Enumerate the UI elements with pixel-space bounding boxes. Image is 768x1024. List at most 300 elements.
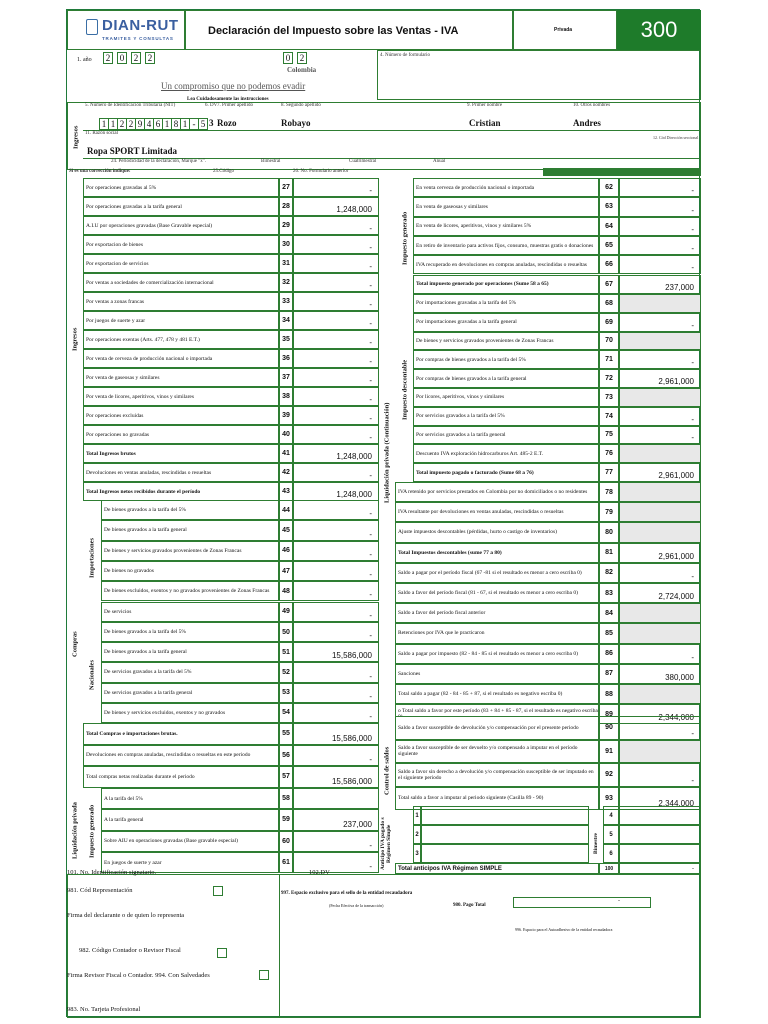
row-label: Sanciones xyxy=(395,664,599,684)
digit-box[interactable]: 2 xyxy=(297,52,307,64)
row-value[interactable]: - xyxy=(293,273,379,292)
digit-box[interactable]: 5 xyxy=(198,118,208,130)
slogan: Un compromiso que no podemos evadir xyxy=(161,81,306,91)
bimestre-value[interactable] xyxy=(619,806,701,825)
row-number: 89 xyxy=(599,704,619,724)
razon-value[interactable]: Ropa SPORT Limitada xyxy=(87,146,178,156)
row-value[interactable]: 15,586,000 xyxy=(293,723,379,745)
row-value[interactable] xyxy=(619,522,701,542)
row-number: 41 xyxy=(279,444,293,463)
row-number: 42 xyxy=(279,463,293,482)
row-number: 45 xyxy=(279,520,293,540)
anticipo-number: 2 xyxy=(413,825,421,844)
row-number: 85 xyxy=(599,623,619,643)
row-label: Saldo a favor del período fiscal (81 - 67, si el resultado es menor a cero escriba 0) xyxy=(395,583,599,603)
row-label: En venta cerveza de producción nacional o importada xyxy=(413,178,599,197)
row-value[interactable]: - xyxy=(619,217,701,236)
logo-box xyxy=(67,10,185,50)
row-value[interactable] xyxy=(619,482,701,502)
row-value[interactable]: - xyxy=(293,368,379,387)
row-number: 27 xyxy=(279,178,293,197)
espacio-sello-label: 997. Espacio exclusivo para el sello de la entidad recaudadora xyxy=(281,891,413,896)
bimestre-number: 5 xyxy=(603,825,619,844)
digit-box[interactable]: 6 xyxy=(153,118,163,130)
row-number: 90 xyxy=(599,716,619,740)
row-number: 76 xyxy=(599,444,619,463)
row-value[interactable]: 2,961,000 xyxy=(619,543,701,563)
row-value[interactable]: - xyxy=(293,541,379,561)
digit-box[interactable]: 2 xyxy=(126,118,136,130)
row-label: Descuento IVA exploración hidrocarburos Art. 485-2 E.T. xyxy=(413,444,599,463)
row-label: De bienes gravados a la tarifa del 5% xyxy=(101,500,279,520)
row-label: Por ventas a zonas francas xyxy=(83,292,279,311)
ap1-value[interactable]: Rozo xyxy=(217,118,237,128)
row-label: Total Ingresos brutos xyxy=(83,444,279,463)
row-value[interactable]: - xyxy=(619,644,701,664)
green-bar xyxy=(543,168,701,176)
digit-box[interactable]: 9 xyxy=(135,118,145,130)
logo-sub: TRAMITES Y CONSULTAS xyxy=(102,36,174,41)
row-value[interactable] xyxy=(619,332,701,351)
page-title: Declaración del Impuesto sobre las Ventas - IVA xyxy=(208,25,459,37)
row-number: 61 xyxy=(279,852,293,873)
row-number: 37 xyxy=(279,368,293,387)
row-value[interactable]: - xyxy=(293,602,379,622)
row-label: Retenciones por IVA que le practicaron xyxy=(395,623,599,643)
row-value[interactable]: - xyxy=(293,500,379,520)
n2-value[interactable]: Andres xyxy=(573,118,601,128)
row-value[interactable]: 1,248,000 xyxy=(293,444,379,463)
row-number: 84 xyxy=(599,603,619,623)
row-label: Por importaciones gravadas a la tarifa general xyxy=(413,313,599,332)
row-label: De servicios xyxy=(101,602,279,622)
anticipo-number: 1 xyxy=(413,806,421,825)
row-number: 63 xyxy=(599,197,619,216)
dv-label: 6. DV xyxy=(205,103,218,108)
row-number: 64 xyxy=(599,217,619,236)
row-value[interactable]: 1,248,000 xyxy=(293,197,379,216)
row-number: 39 xyxy=(279,406,293,425)
pago-total-label: 980. Pago Total xyxy=(453,903,486,908)
logo-main: DIAN-RUT xyxy=(102,17,179,34)
nit-label: 5. Número de Identificación Tributaria (NIT) xyxy=(85,103,176,108)
row-number: 67 xyxy=(599,275,619,294)
row-number: 40 xyxy=(279,425,293,444)
row-number: 65 xyxy=(599,236,619,255)
row-value[interactable]: - xyxy=(619,407,701,426)
row-value[interactable] xyxy=(619,740,701,764)
anticipo-total-label: Total anticipos IVA Régimen SIMPLE xyxy=(395,863,599,874)
row-value[interactable]: - xyxy=(293,463,379,482)
row-number: 33 xyxy=(279,292,293,311)
razon-label: 11. Razón social xyxy=(85,131,119,136)
row-number: 46 xyxy=(279,541,293,561)
firma-revisor-label[interactable]: Firma Revisor Fiscal o Contador. 994. Con Salvedades xyxy=(67,972,210,979)
row-label: De bienes gravados a la tarifa general xyxy=(101,642,279,662)
row-label: o Total saldo a favor por este período (83 + 84 + 85 - 87, si el resultado es negativo escriba xyxy=(395,704,599,724)
row-number: 53 xyxy=(279,683,293,703)
row-label: Total Impuestos descontables (sume 77 a 80) xyxy=(395,543,599,563)
bimestre-value[interactable] xyxy=(619,825,701,844)
row-number: 28 xyxy=(279,197,293,216)
row-label: De bienes excluidos, exentos y no gravados provenientes de Zonas Francas xyxy=(101,581,279,601)
impuesto-descontable-label: Impuesto descontable xyxy=(401,359,409,421)
row-number: 92 xyxy=(599,763,619,787)
dv-value[interactable]: 3 xyxy=(209,118,214,128)
row-value[interactable]: 237,000 xyxy=(619,275,701,294)
row-value[interactable]: - xyxy=(619,716,701,740)
row-number: 77 xyxy=(599,463,619,482)
row-value[interactable]: 15,586,000 xyxy=(293,766,379,788)
row-value[interactable]: - xyxy=(293,216,379,235)
row-label: Por importaciones gravadas a la tarifa del 5% xyxy=(413,294,599,313)
periodicidad-label: 24. Periodicidad de la declaración, Marque "x". xyxy=(111,159,207,164)
ap2-label: 8. Segundo apellido xyxy=(281,103,321,108)
row-number: 57 xyxy=(279,766,293,788)
anticipo-value[interactable] xyxy=(421,806,589,825)
row-label: De bienes gravados a la tarifa del 5% xyxy=(101,622,279,642)
row-label: Saldo a favor del período fiscal anterior xyxy=(395,603,599,623)
row-label: De bienes y servicios gravados provenientes de Zonas Francas xyxy=(101,541,279,561)
row-value[interactable]: - xyxy=(293,349,379,368)
row-label: Por compras de bienes gravados a la tarifa del 5% xyxy=(413,350,599,369)
row-label: Total saldo a pagar (82 - 84 - 85 + 87, si el resultado es negativo escriba 0) xyxy=(395,684,599,704)
digit-box[interactable]: 1 xyxy=(162,118,172,130)
row-value[interactable]: 2,344,000 xyxy=(619,704,701,724)
row-label: De bienes gravados a la tarifa general xyxy=(101,520,279,540)
row-number: 91 xyxy=(599,740,619,764)
row-label: En juegos de suerte y azar xyxy=(101,852,279,873)
row-number: 38 xyxy=(279,387,293,406)
row-value[interactable]: - xyxy=(293,520,379,540)
row-label: Devoluciones en compras anuladas, rescindidas o resueltas en este periodo xyxy=(83,745,279,767)
row-value[interactable]: - xyxy=(293,311,379,330)
anticipo-label: Anticipo IVA pagado s Régimen Simple xyxy=(380,817,392,871)
row-value[interactable] xyxy=(619,603,701,623)
pago-total-input[interactable]: - xyxy=(513,897,651,908)
row-value[interactable]: - xyxy=(293,178,379,197)
digit-box[interactable]: 1 xyxy=(99,118,109,130)
cuatrimestral[interactable]: Cuatrimestral xyxy=(349,159,377,164)
row-number: 36 xyxy=(279,349,293,368)
row-number: 48 xyxy=(279,581,293,601)
row-number: 32 xyxy=(279,273,293,292)
digit-box[interactable]: 2 xyxy=(103,52,113,64)
row-label: Saldo a pagar por impuesto (82 - 84 - 85 si el resultado es menor a cero escriba 0) xyxy=(395,644,599,664)
row-label: Por operaciones excluidas xyxy=(83,406,279,425)
row-number: 71 xyxy=(599,350,619,369)
row-label: En venta de gaseosas y similares xyxy=(413,197,599,216)
row-label: Por exportacion de bienes xyxy=(83,235,279,254)
footer-divider xyxy=(279,874,280,1018)
row-label: Total Ingresos netos recibidos durante el período xyxy=(83,482,279,501)
ingresos-label: Ingresos xyxy=(71,327,79,351)
row-label: Sobre AIU en operaciones gravadas (Base gravable especial) xyxy=(101,831,279,852)
fecha-label: (Fecha Efectiva de la transacción) xyxy=(329,903,384,908)
row-value[interactable] xyxy=(619,623,701,643)
row-label: De bienes y servicios gravados provenientes de Zonas Francas xyxy=(413,332,599,351)
row-value[interactable]: - xyxy=(619,178,701,197)
row-value[interactable]: 237,000 xyxy=(293,809,379,830)
bimestre-label: Bimestre xyxy=(593,833,599,855)
row-value[interactable]: - xyxy=(619,350,701,369)
row-label: IVA resultante por devoluciones en ventas anuladas, rescindidas o resueltas xyxy=(395,502,599,522)
digit-box[interactable]: 0 xyxy=(117,52,127,64)
row-number: 29 xyxy=(279,216,293,235)
row-label: Por ventas a sociedades de comercialización internacional xyxy=(83,273,279,292)
dv-sig-label: 102.DV xyxy=(309,869,330,876)
row-number: 79 xyxy=(599,502,619,522)
row-number: 68 xyxy=(599,294,619,313)
title-box xyxy=(185,10,513,50)
row-number: 86 xyxy=(599,644,619,664)
row-number: 72 xyxy=(599,369,619,388)
row-value[interactable]: 2,724,000 xyxy=(619,583,701,603)
row-value[interactable]: - xyxy=(293,831,379,852)
row-label: A la tarifa del 5% xyxy=(101,788,279,809)
form-number: 300 xyxy=(617,10,701,50)
firma-declarante[interactable]: Firma del declarante o de quien lo representa xyxy=(67,912,185,919)
row-value[interactable] xyxy=(619,444,701,463)
row-label: En venta de licores, aperitivos, vinos y similares 5% xyxy=(413,217,599,236)
liq-continuacion-label: Liquidación privada (Continuación) xyxy=(383,402,391,504)
row-label: Por operaciones gravadas a la tarifa general xyxy=(83,197,279,216)
row-value[interactable] xyxy=(619,294,701,313)
document-icon xyxy=(86,19,98,35)
liq-privada-label: Liquidación privada xyxy=(71,802,79,860)
year-label: 1. año xyxy=(77,57,92,63)
row-label: Por juegos de suerte y azar xyxy=(83,311,279,330)
row-number: 93 xyxy=(599,787,619,811)
anticipo-total-value[interactable]: - xyxy=(619,863,701,874)
row-value[interactable]: - xyxy=(619,236,701,255)
digit-box[interactable]: 2 xyxy=(145,52,155,64)
bimestral[interactable]: Bimestral xyxy=(261,159,281,164)
row-label: Ajuste impuestos descontables (pérdidas, hurto o castigo de inventarios) xyxy=(395,522,599,542)
country: Colombia xyxy=(287,66,317,74)
form-no-label: 4. Número de formulario xyxy=(380,53,430,58)
row-label: A la tarifa general xyxy=(101,809,279,830)
nit-sig-label: 101. No. Identificación signatario. xyxy=(67,869,157,876)
row-number: 87 xyxy=(599,664,619,684)
anticipo-value[interactable] xyxy=(421,844,589,863)
row-number: 56 xyxy=(279,745,293,767)
row-label: Por servicios gravados a la tarifa del 5% xyxy=(413,407,599,426)
row-number: 43 xyxy=(279,482,293,501)
row-value[interactable]: - xyxy=(293,254,379,273)
cod-contador-label: 982. Código Contador o Revisor Fiscal xyxy=(79,947,181,954)
row-number: 58 xyxy=(279,788,293,809)
row-value[interactable]: - xyxy=(293,852,379,873)
privada-box xyxy=(513,10,617,50)
control-saldos-label: Control de saldos xyxy=(383,746,391,796)
digit-box[interactable]: 1 xyxy=(180,118,190,130)
row-value[interactable]: - xyxy=(293,425,379,444)
digit-box[interactable]: 2 xyxy=(131,52,141,64)
row-label: IVA retenido por servicios prestados en Colombia por no domiciliados o no residentes xyxy=(395,482,599,502)
row-number: 73 xyxy=(599,388,619,407)
row-number: 35 xyxy=(279,330,293,349)
row-value[interactable] xyxy=(619,388,701,407)
row-label: Por venta de gaseosas y similares xyxy=(83,368,279,387)
digit-box[interactable]: - xyxy=(189,118,199,130)
row-value[interactable]: 15,586,000 xyxy=(293,642,379,662)
row-label: Total saldo a favor a imputar al periodo siguiente (Casilla 89 - 90) xyxy=(395,787,599,811)
row-number: 74 xyxy=(599,407,619,426)
row-number: 66 xyxy=(599,255,619,274)
bimestre-value[interactable] xyxy=(619,844,701,863)
salvedades-checkbox[interactable] xyxy=(259,970,269,980)
row-number: 80 xyxy=(599,522,619,542)
row-label: Por operaciones exentas (Arts. 477, 478 y 481 E.T.) xyxy=(83,330,279,349)
bimestre-number: 6 xyxy=(603,844,619,863)
row-number: 60 xyxy=(279,831,293,852)
row-value[interactable]: - xyxy=(619,255,701,274)
anticipo-number: 3 xyxy=(413,844,421,863)
row-value[interactable]: - xyxy=(619,197,701,216)
row-label: IVA recuperado en devoluciones en compras anuladas, rescindidas o resueltas xyxy=(413,255,599,274)
cod-rep-checkbox[interactable] xyxy=(213,886,223,896)
row-label: Saldo a pagar por el período fiscal (67 -81 si el resultado es menor a cero escriba 0) xyxy=(395,563,599,583)
cod-rep-label: 981. Cód Representación xyxy=(67,887,133,894)
espacio-adhesivo: 996. Espacio para el Autoadhesivo de la entidad recaudadora xyxy=(515,927,613,932)
row-value[interactable]: - xyxy=(619,563,701,583)
divider xyxy=(83,130,701,131)
instructions: Lea Cuidadosamente las instrucciones xyxy=(187,97,269,102)
row-label: Por operaciones gravadas al 5% xyxy=(83,178,279,197)
row-value[interactable]: - xyxy=(293,387,379,406)
row-number: 51 xyxy=(279,642,293,662)
row-label: De servicios gravados a la tarifa del 5% xyxy=(101,662,279,682)
compras-label: Compras xyxy=(71,631,79,657)
row-label: Total Compras e importaciones brutas. xyxy=(83,723,279,745)
row-value[interactable]: - xyxy=(619,313,701,332)
row-number: 50 xyxy=(279,622,293,642)
row-value[interactable]: - xyxy=(293,622,379,642)
privada-label: Privada xyxy=(554,27,573,33)
row-number: 83 xyxy=(599,583,619,603)
digit-box[interactable]: 8 xyxy=(171,118,181,130)
row-number: 52 xyxy=(279,662,293,682)
row-value[interactable]: - xyxy=(619,763,701,787)
tax-form xyxy=(66,9,700,1017)
row-value[interactable]: 380,000 xyxy=(619,664,701,684)
row-value[interactable] xyxy=(293,788,379,809)
row-value[interactable]: - xyxy=(293,662,379,682)
impuesto-generado2-label: Impuesto generado xyxy=(401,211,409,265)
row-value[interactable] xyxy=(619,684,701,704)
row-value[interactable]: - xyxy=(293,406,379,425)
anticipo-value[interactable] xyxy=(421,825,589,844)
tarjeta-label: 983. No. Tarjeta Profesional xyxy=(67,1006,141,1013)
row-number: 88 xyxy=(599,684,619,704)
row-value[interactable]: 1,248,000 xyxy=(293,482,379,501)
row-number: 34 xyxy=(279,311,293,330)
row-label: A.I.U por operaciones gravadas (Base Gravable especial) xyxy=(83,216,279,235)
n1-value[interactable]: Cristian xyxy=(469,118,501,128)
form-anterior-label: 26. No. Formulario anterior xyxy=(293,169,349,174)
correccion-label: Si es una corrección indique: xyxy=(69,169,131,174)
row-number: 30 xyxy=(279,235,293,254)
row-label: Total impuesto pagado o facturado (Sume 68 a 76) xyxy=(413,463,599,482)
digit-box[interactable]: 1 xyxy=(108,118,118,130)
row-value[interactable]: - xyxy=(293,683,379,703)
declarant-section-label: Ingresos xyxy=(72,125,80,149)
row-label: Saldo a favor susceptible de ser devuelto y/o compensado a imputar en el período siguiente xyxy=(395,740,599,764)
row-label: Total compras netas realizadas durante el periodo xyxy=(83,766,279,788)
row-number: 44 xyxy=(279,500,293,520)
bimestre-number: 4 xyxy=(603,806,619,825)
anticipo-total-number: 100 xyxy=(599,863,619,874)
nacionales-label: Nacionales xyxy=(88,660,96,690)
n1-label: 9. Primer nombre xyxy=(467,103,503,108)
ap1-label: 7. Primer apellido xyxy=(217,103,253,108)
row-value[interactable]: - xyxy=(293,745,379,767)
row-number: 31 xyxy=(279,254,293,273)
row-label: Total impuesto generado por operaciones (Sume 58 a 65) xyxy=(413,275,599,294)
row-value[interactable]: - xyxy=(293,292,379,311)
row-number: 70 xyxy=(599,332,619,351)
row-number: 47 xyxy=(279,561,293,581)
row-label: Por servicios gravados a la tarifa general xyxy=(413,426,599,445)
row-value[interactable]: - xyxy=(293,235,379,254)
row-value[interactable]: 2,961,000 xyxy=(619,463,701,482)
row-number: 54 xyxy=(279,703,293,723)
ap2-value[interactable]: Robayo xyxy=(281,118,311,128)
row-value[interactable]: - xyxy=(619,426,701,445)
digit-box[interactable]: 4 xyxy=(144,118,154,130)
row-label: En retiro de inventario para activos fijos, consumo, muestras gratis o donaciones xyxy=(413,236,599,255)
row-label: Por venta de licores, aperitivos, vinos y similares xyxy=(83,387,279,406)
row-label: Devoluciones en ventas anuladas, rescindidas o resueltas xyxy=(83,463,279,482)
row-label: Por operaciones no gravadas xyxy=(83,425,279,444)
row-label: Por exportacion de servicios xyxy=(83,254,279,273)
row-value[interactable]: - xyxy=(293,330,379,349)
digit-box[interactable]: 2 xyxy=(117,118,127,130)
codigo-label: 25.Código xyxy=(213,169,234,174)
row-value[interactable]: 2,961,000 xyxy=(619,369,701,388)
row-value[interactable]: - xyxy=(293,703,379,723)
row-number: 82 xyxy=(599,563,619,583)
row-label: Por venta de cerveza de producción nacional o importada xyxy=(83,349,279,368)
row-value[interactable] xyxy=(619,502,701,522)
digit-box[interactable]: 0 xyxy=(283,52,293,64)
anual[interactable]: Anual xyxy=(433,159,446,164)
row-label: De bienes no gravados xyxy=(101,561,279,581)
row-number: 75 xyxy=(599,426,619,445)
row-value[interactable]: - xyxy=(293,581,379,601)
row-label: De bienes y servicios excluidos, exentos y no gravados xyxy=(101,703,279,723)
row-number: 49 xyxy=(279,602,293,622)
row-value[interactable]: 2,344,000 xyxy=(619,787,701,811)
row-number: 78 xyxy=(599,482,619,502)
row-number: 81 xyxy=(599,543,619,563)
row-number: 62 xyxy=(599,178,619,197)
row-label: Por licores, aperitivos, vinos y similares xyxy=(413,388,599,407)
importaciones-label: Importaciones xyxy=(88,537,96,579)
row-value[interactable]: - xyxy=(293,561,379,581)
row-label: Saldo a favor sin derecho a devolución y/o compensación susceptible de ser imputado en el siguiente periodo xyxy=(395,763,599,787)
impuesto-generado-label: Impuesto generado xyxy=(88,804,96,858)
cod-contador-checkbox[interactable] xyxy=(217,948,227,958)
row-number: 69 xyxy=(599,313,619,332)
cod-dir-label: 12. Cód Dirección seccional xyxy=(653,135,699,140)
form-no-box[interactable] xyxy=(377,50,701,100)
n2-label: 10. Otros nombres xyxy=(573,103,611,108)
row-number: 55 xyxy=(279,723,293,745)
row-number: 59 xyxy=(279,809,293,830)
row-label: Saldo a favor susceptible de devolución y/o compensación por el presente periodo xyxy=(395,716,599,740)
